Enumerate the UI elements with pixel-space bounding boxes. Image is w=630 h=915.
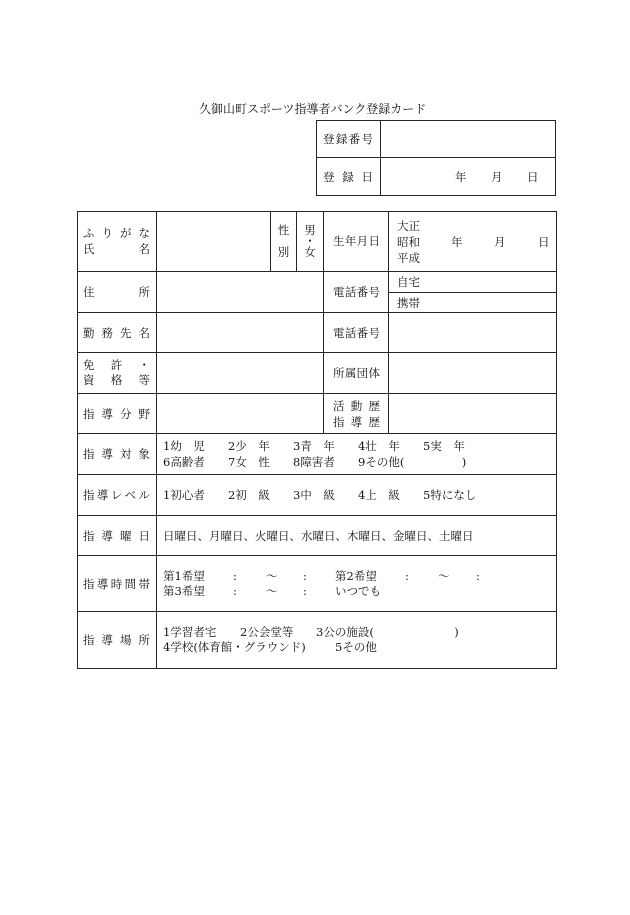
time-options bbox=[157, 556, 557, 612]
coaching-history-label: 指導歴 bbox=[333, 414, 380, 429]
time-colon: : bbox=[233, 568, 237, 583]
phone-label-cell bbox=[324, 272, 389, 313]
era-option-heisei: 平成 bbox=[397, 251, 420, 265]
workplace-field bbox=[157, 313, 324, 353]
registration-number-label: 登録番号 bbox=[323, 131, 373, 146]
target-option: 2少 年 bbox=[228, 439, 270, 453]
place-label-cell bbox=[77, 612, 157, 669]
time-colon: : bbox=[303, 583, 307, 598]
days-options bbox=[157, 516, 557, 556]
license-label-line1: 免許・ bbox=[83, 358, 150, 372]
registration-card-table bbox=[77, 211, 557, 669]
days-option-text: 日曜日、月曜日、火曜日、水曜日、木曜日、金曜日、土曜日 bbox=[163, 528, 474, 543]
gender-label: 性別 bbox=[277, 223, 290, 259]
registration-number-label-cell bbox=[316, 120, 381, 158]
home-phone-label: 自宅 bbox=[397, 275, 420, 289]
target-options-line2 bbox=[163, 454, 556, 470]
license-field bbox=[157, 353, 324, 394]
place-options-line2 bbox=[163, 640, 556, 655]
target-option: 4壮 年 bbox=[358, 439, 400, 453]
organization-field bbox=[389, 353, 557, 394]
history-field bbox=[389, 394, 557, 434]
workplace-label-cell bbox=[77, 313, 157, 353]
place-option: 2公会堂等 bbox=[240, 625, 294, 639]
home-phone-field bbox=[389, 272, 557, 293]
target-option: 7女 性 bbox=[228, 455, 270, 469]
target-option: 3青 年 bbox=[293, 439, 335, 453]
place-option: 3公の施設( ) bbox=[316, 625, 459, 639]
days-options-line bbox=[163, 528, 556, 544]
target-option: 6高齢者 bbox=[163, 455, 205, 469]
time-tilde: 〜 bbox=[266, 568, 278, 583]
era-option-taisho: 大正 bbox=[397, 219, 420, 233]
time-label-cell bbox=[77, 556, 157, 612]
address-label-cell bbox=[77, 272, 157, 313]
time-colon: : bbox=[476, 568, 480, 583]
form-title: 久御山町スポーツ指導者バンク登録カード bbox=[199, 102, 427, 116]
level-label-cell bbox=[77, 475, 157, 516]
level-options bbox=[157, 475, 557, 516]
level-option: 2初 級 bbox=[228, 488, 270, 502]
place-label: 指導場所 bbox=[83, 633, 150, 647]
name-label-cell bbox=[77, 211, 157, 272]
birthdate-label: 生年月日 bbox=[333, 234, 380, 248]
days-label: 指導曜日 bbox=[83, 528, 150, 543]
mobile-phone-label: 携帯 bbox=[397, 295, 420, 310]
gender-options: 男・女 bbox=[304, 222, 316, 259]
time-options-line1 bbox=[163, 569, 556, 584]
license-label-cell bbox=[77, 353, 157, 394]
target-label-cell bbox=[77, 434, 157, 475]
gender-label-cell bbox=[271, 211, 297, 272]
level-option: 3中 級 bbox=[293, 488, 335, 502]
target-option: 1幼 児 bbox=[163, 439, 205, 453]
second-choice-label: 第2希望 bbox=[335, 568, 377, 583]
level-option: 5特になし bbox=[423, 488, 477, 502]
history-label-cell bbox=[324, 394, 389, 434]
phone-label: 電話番号 bbox=[333, 285, 380, 299]
registration-month-unit: 月 bbox=[491, 170, 503, 184]
specialty-label: 指導分野 bbox=[83, 406, 150, 421]
time-tilde: 〜 bbox=[266, 583, 278, 598]
registration-year-unit: 年 bbox=[455, 170, 467, 184]
activity-history-label: 活動歴 bbox=[333, 398, 380, 413]
specialty-field bbox=[157, 394, 324, 434]
registration-date-label: 登録日 bbox=[323, 169, 373, 184]
level-options-line bbox=[163, 487, 556, 503]
organization-label-cell bbox=[324, 353, 389, 394]
name-field bbox=[157, 211, 271, 272]
anytime-option: いつでも bbox=[335, 583, 381, 598]
time-colon: : bbox=[405, 568, 409, 583]
address-field bbox=[157, 272, 324, 313]
place-option: 5その他 bbox=[335, 640, 377, 654]
address-label: 住所 bbox=[83, 285, 150, 299]
mobile-phone-field bbox=[389, 293, 557, 313]
place-option: 4学校(体育館・グラウンド) bbox=[163, 640, 306, 654]
target-label: 指導対象 bbox=[83, 447, 150, 461]
name-label: 氏名 bbox=[83, 242, 150, 256]
registration-box bbox=[316, 120, 556, 196]
time-colon: : bbox=[303, 568, 307, 583]
place-option: 1学習者宅 bbox=[163, 625, 217, 639]
work-phone-label-cell bbox=[324, 313, 389, 353]
target-options-line1 bbox=[163, 438, 556, 454]
workplace-label: 勤務先名 bbox=[83, 325, 150, 340]
target-option: 5実 年 bbox=[423, 439, 465, 453]
level-option: 4上 級 bbox=[358, 488, 400, 502]
license-label-line2: 資格等 bbox=[83, 373, 150, 387]
registration-number-field bbox=[381, 120, 556, 158]
registration-date-label-cell bbox=[316, 158, 381, 196]
level-label: 指導レベル bbox=[83, 488, 150, 502]
third-choice-label: 第3希望 bbox=[163, 583, 205, 598]
target-option-other: 9その他( ) bbox=[358, 455, 467, 469]
work-phone-label: 電話番号 bbox=[333, 325, 380, 340]
time-label: 指導時間帯 bbox=[83, 576, 150, 591]
birth-year-unit: 年 bbox=[451, 235, 463, 249]
birth-month-unit: 月 bbox=[494, 235, 506, 249]
registration-day-unit: 日 bbox=[527, 170, 539, 184]
days-label-cell bbox=[77, 516, 157, 556]
time-colon: : bbox=[233, 583, 237, 598]
specialty-label-cell bbox=[77, 394, 157, 434]
gender-options-cell bbox=[297, 211, 324, 272]
furigana-label: ふりがな bbox=[83, 226, 150, 240]
work-phone-field bbox=[389, 313, 557, 353]
birthdate-field bbox=[389, 211, 557, 272]
target-options bbox=[157, 434, 557, 475]
time-tilde: 〜 bbox=[438, 568, 450, 583]
first-choice-label: 第1希望 bbox=[163, 568, 205, 583]
target-option: 8障害者 bbox=[293, 455, 335, 469]
level-option: 1初心者 bbox=[163, 488, 205, 502]
birthdate-label-cell bbox=[324, 211, 389, 272]
birth-day-unit: 日 bbox=[538, 235, 550, 249]
organization-label: 所属団体 bbox=[333, 366, 380, 380]
era-option-showa: 昭和 bbox=[397, 235, 420, 249]
time-options-line2 bbox=[163, 584, 556, 599]
place-options bbox=[157, 612, 557, 669]
place-options-line1 bbox=[163, 625, 556, 640]
registration-date-field bbox=[381, 158, 556, 196]
